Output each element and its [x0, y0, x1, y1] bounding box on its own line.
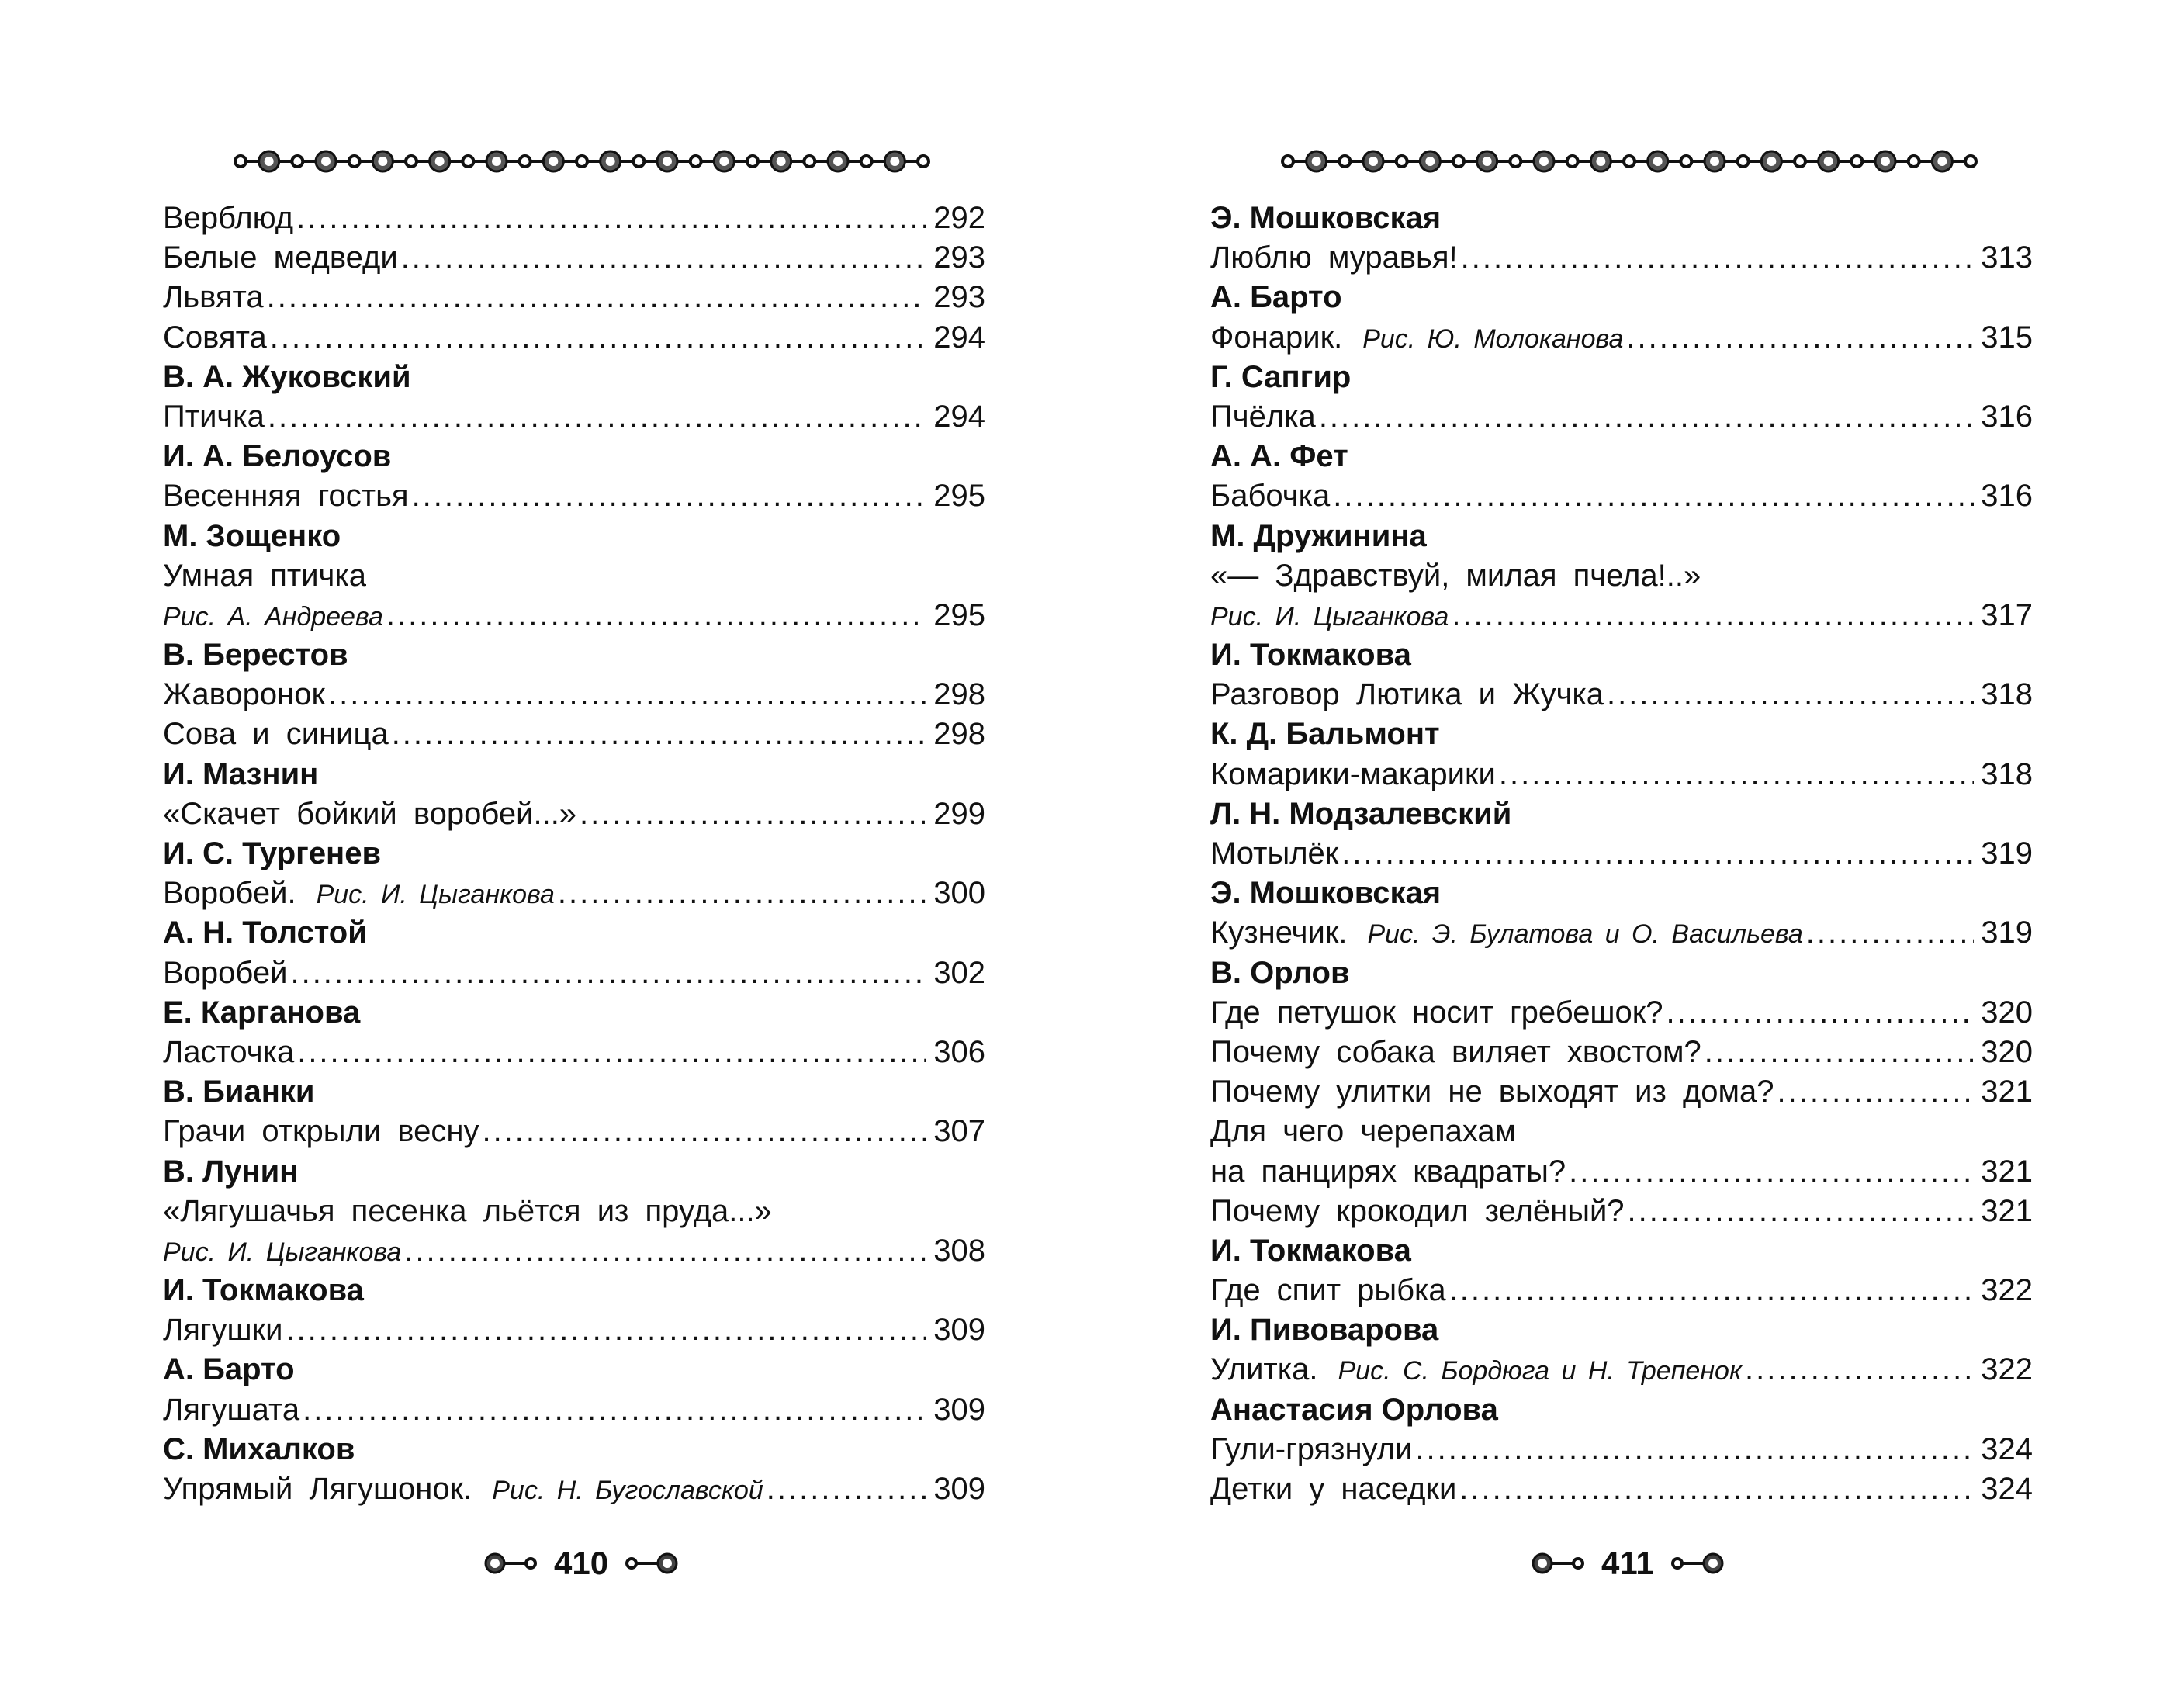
entry-page-number: 319	[1981, 915, 2033, 950]
entry-title: Где петушок носит гребешок?	[1210, 995, 1663, 1030]
toc-entry	[163, 1033, 985, 1072]
author-name: Г. Сапгир	[1210, 359, 1352, 394]
entry-page-number: 309	[933, 1472, 985, 1506]
author-name: Анастасия Орлова	[1210, 1392, 1498, 1427]
author-heading	[1210, 199, 2033, 238]
entry-title: Лягушки	[163, 1313, 283, 1348]
author-heading	[163, 1430, 985, 1469]
dot-leader	[1449, 1271, 1974, 1310]
toc-entry	[1210, 238, 2033, 278]
entry-title: Умная птичка	[163, 558, 367, 593]
entry-page-number: 321	[1981, 1154, 2033, 1189]
author-name: В. Лунин	[163, 1154, 299, 1189]
entry-title: Где спит рыбка	[1210, 1273, 1446, 1308]
toc-entry	[1210, 755, 2033, 794]
entry-title: Разговор Лютика и Жучка	[1210, 677, 1604, 712]
entry-page-number: 317	[1981, 597, 2033, 632]
entry-page-number: 309	[933, 1392, 985, 1427]
entry-title: Весенняя гостья	[163, 479, 409, 514]
entry-page-number: 318	[1981, 677, 2033, 712]
chain-ornament-icon	[1665, 1548, 1727, 1579]
entry-page-number: 318	[1981, 756, 2033, 791]
entry-title: Верблюд	[163, 201, 294, 235]
toc-entry	[163, 1310, 985, 1350]
page-number: 410	[554, 1545, 609, 1581]
entry-page-number: 294	[933, 399, 985, 434]
entry-page-number: 316	[1981, 479, 2033, 514]
entry-page-number: 292	[933, 201, 985, 235]
illustrator-credit: Рис. И. Цыганкова	[163, 1237, 402, 1267]
dot-leader	[290, 954, 926, 993]
dot-leader	[268, 397, 926, 437]
toc-entry	[1210, 596, 2033, 635]
dot-leader	[1333, 476, 1974, 516]
toc-entry	[1210, 1350, 2033, 1390]
entry-title: «Скачет бойкий воробей...»	[163, 796, 577, 831]
dot-leader	[1626, 318, 1974, 358]
author-heading	[1210, 278, 2033, 317]
entry-page-number: 313	[1981, 241, 2033, 275]
entry-page-number: 315	[1981, 320, 2033, 355]
dot-leader	[1341, 834, 1974, 874]
author-name: И. Пивоварова	[1210, 1313, 1439, 1348]
entry-title: Комарики-макарики	[1210, 756, 1496, 791]
toc-entry	[163, 1112, 985, 1151]
entry-title: Сова и синица	[163, 717, 389, 752]
dot-leader	[1459, 1469, 1974, 1509]
entry-title: Лягушата	[163, 1392, 300, 1427]
author-name: М. Дружинина	[1210, 518, 1427, 553]
dot-leader	[303, 1390, 926, 1430]
right-page	[1086, 0, 2184, 1696]
entry-page-number: 300	[933, 876, 985, 911]
entry-page-number: 299	[933, 796, 985, 831]
dot-leader	[401, 238, 926, 278]
dot-leader	[386, 596, 926, 635]
entry-page-number: 298	[933, 677, 985, 712]
dot-leader	[328, 675, 926, 715]
toc-entry	[163, 1390, 985, 1430]
author-heading	[1210, 635, 2033, 675]
toc-entry	[1210, 834, 2033, 874]
entry-page-number: 316	[1981, 399, 2033, 434]
entry-page-number: 295	[933, 597, 985, 632]
author-name: И. Токмакова	[1210, 1233, 1411, 1268]
entry-page-number: 320	[1981, 1034, 2033, 1069]
dot-leader	[1461, 238, 1974, 278]
chain-ornament-top	[233, 147, 931, 175]
dot-leader	[392, 715, 926, 754]
toc-entry-title-line	[1210, 556, 2033, 596]
dot-leader	[404, 1231, 926, 1271]
entry-title: Воробей	[163, 955, 288, 990]
chain-ornament-icon	[619, 1548, 681, 1579]
entry-title: Птичка	[163, 399, 265, 434]
author-heading	[163, 1152, 985, 1192]
author-heading	[163, 1350, 985, 1390]
dot-leader	[270, 318, 926, 358]
entry-title: Грачи открыли весну	[163, 1114, 479, 1149]
left-page	[0, 0, 1086, 1696]
author-heading	[163, 755, 985, 794]
entry-page-number: 294	[933, 320, 985, 355]
entry-title: Жаворонок	[163, 677, 326, 712]
entry-title: Кузнечик.	[1210, 915, 1348, 950]
author-heading	[1210, 1231, 2033, 1271]
toc-entry	[1210, 993, 2033, 1033]
entry-page-number: 308	[933, 1233, 985, 1268]
illustrator-credit: Рис. И. Цыганкова	[316, 880, 555, 910]
illustrator-credit: Рис. Н. Бугославской	[492, 1476, 763, 1505]
toc-entry	[1210, 1033, 2033, 1072]
dot-leader	[1499, 755, 1974, 794]
dot-leader	[297, 1033, 926, 1072]
author-name: А. Барто	[1210, 280, 1342, 315]
toc-entry	[1210, 1152, 2033, 1192]
author-name: А. Барто	[163, 1352, 295, 1387]
author-heading	[1210, 1390, 2033, 1430]
entry-title: Почему крокодил зелёный?	[1210, 1193, 1625, 1228]
dot-leader	[1415, 1430, 1974, 1469]
author-heading	[163, 913, 985, 953]
author-heading	[163, 1072, 985, 1112]
dot-leader	[296, 199, 926, 238]
author-name: С. Михалков	[163, 1431, 355, 1466]
author-name: И. Мазнин	[163, 756, 319, 791]
page-number-footer	[481, 1544, 681, 1583]
toc-entry	[163, 675, 985, 715]
toc-entry	[163, 794, 985, 834]
dot-leader	[1705, 1033, 1974, 1072]
entry-page-number: 324	[1981, 1472, 2033, 1506]
entry-page-number: 293	[933, 241, 985, 275]
author-heading	[1210, 794, 2033, 834]
toc-entry	[163, 238, 985, 278]
dot-leader	[482, 1112, 926, 1151]
toc-entry	[163, 1231, 985, 1271]
entry-title: Совята	[163, 320, 267, 355]
toc-entry	[163, 397, 985, 437]
entry-title: Пчёлка	[1210, 399, 1316, 434]
author-heading	[1210, 358, 2033, 397]
dot-leader	[267, 278, 926, 317]
dot-leader	[1319, 397, 1974, 437]
toc-entry-title-line	[163, 1192, 985, 1231]
chain-ornament-icon	[1528, 1548, 1590, 1579]
table-of-contents	[1210, 199, 2033, 1509]
dot-leader	[580, 794, 926, 834]
entry-page-number: 295	[933, 479, 985, 514]
entry-page-number: 298	[933, 717, 985, 752]
entry-page-number: 307	[933, 1114, 985, 1149]
dot-leader	[1806, 913, 1974, 953]
toc-entry	[163, 476, 985, 516]
dot-leader	[767, 1469, 926, 1509]
author-heading	[1210, 437, 2033, 476]
page-number-footer	[1528, 1544, 1727, 1583]
page-number: 411	[1601, 1545, 1654, 1581]
author-name: В. Орлов	[1210, 955, 1350, 990]
toc-entry	[163, 318, 985, 358]
entry-page-number: 293	[933, 280, 985, 315]
author-name: В. Берестов	[163, 638, 348, 673]
entry-page-number: 309	[933, 1313, 985, 1348]
entry-page-number: 324	[1981, 1431, 2033, 1466]
entry-title: Гули-грязнули	[1210, 1431, 1413, 1466]
toc-entry	[1210, 318, 2033, 358]
entry-title: «Лягушачья песенка льётся из пруда...»	[163, 1193, 772, 1228]
author-heading	[163, 834, 985, 874]
illustrator-credit: Рис. А. Андреева	[163, 601, 383, 632]
dot-leader	[412, 476, 926, 516]
entry-title: Ласточка	[163, 1034, 295, 1069]
dot-leader	[286, 1310, 926, 1350]
chain-ornament-top	[1280, 147, 1978, 175]
author-name: Л. Н. Модзалевский	[1210, 796, 1512, 831]
toc-entry	[1210, 1072, 2033, 1112]
entry-title: Детки у наседки	[1210, 1472, 1457, 1506]
entry-title: Почему собака виляет хвостом?	[1210, 1034, 1701, 1069]
dot-leader	[1777, 1072, 1974, 1112]
toc-entry	[163, 874, 985, 913]
author-heading	[163, 517, 985, 556]
author-name: Э. Мошковская	[1210, 876, 1442, 911]
author-heading	[1210, 715, 2033, 754]
entry-title: Почему улитки не выходят из дома?	[1210, 1075, 1774, 1109]
author-name: И. С. Тургенев	[163, 836, 382, 870]
entry-title: на панцирях квадраты?	[1210, 1154, 1566, 1189]
author-heading	[1210, 954, 2033, 993]
entry-page-number: 319	[1981, 836, 2033, 870]
entry-page-number: 302	[933, 955, 985, 990]
toc-entry	[163, 1469, 985, 1509]
dot-leader	[1569, 1152, 1974, 1192]
author-name: Э. Мошковская	[1210, 201, 1442, 235]
entry-title: Белые медведи	[163, 241, 398, 275]
toc-entry	[1210, 1430, 2033, 1469]
author-name: М. Зощенко	[163, 518, 341, 553]
author-name: И. А. Белоусов	[163, 439, 392, 474]
entry-title: Львята	[163, 280, 264, 315]
entry-title: Для чего черепахам	[1210, 1114, 1517, 1149]
author-heading	[163, 993, 985, 1033]
toc-entry	[1210, 913, 2033, 953]
toc-entry-title-line	[163, 556, 985, 596]
author-name: К. Д. Бальмонт	[1210, 717, 1440, 752]
author-name: А. Н. Толстой	[163, 915, 367, 950]
author-heading	[163, 1271, 985, 1310]
entry-page-number: 306	[933, 1034, 985, 1069]
entry-page-number: 322	[1981, 1273, 2033, 1308]
toc-entry	[163, 715, 985, 754]
toc-entry	[1210, 476, 2033, 516]
toc-entry	[163, 199, 985, 238]
entry-title: Упрямый Лягушонок.	[163, 1472, 472, 1506]
entry-title: Бабочка	[1210, 479, 1331, 514]
author-heading	[1210, 517, 2033, 556]
toc-entry	[163, 596, 985, 635]
author-heading	[1210, 1310, 2033, 1350]
dot-leader	[1628, 1192, 1974, 1231]
toc-entry-title-line	[1210, 1112, 2033, 1151]
entry-title: Улитка.	[1210, 1352, 1318, 1387]
author-heading	[163, 358, 985, 397]
illustrator-credit: Рис. Ю. Молоканова	[1362, 324, 1624, 354]
toc-entry	[1210, 1469, 2033, 1509]
author-name: А. А. Фет	[1210, 439, 1348, 474]
entry-page-number: 322	[1981, 1352, 2033, 1387]
entry-title: Люблю муравья!	[1210, 241, 1458, 275]
author-heading	[163, 635, 985, 675]
entry-title: «— Здравствуй, милая пчела!..»	[1210, 558, 1701, 593]
entry-page-number: 321	[1981, 1075, 2033, 1109]
author-name: В. А. Жуковский	[163, 359, 411, 394]
entry-title: Мотылёк	[1210, 836, 1339, 870]
entry-page-number: 320	[1981, 995, 2033, 1030]
toc-entry	[1210, 1271, 2033, 1310]
entry-title: Воробей.	[163, 876, 296, 911]
illustrator-credit: Рис. С. Бордюга и Н. Трепенок	[1338, 1356, 1743, 1386]
author-name: И. Токмакова	[163, 1273, 364, 1308]
dot-leader	[1745, 1350, 1974, 1390]
toc-entry	[163, 278, 985, 317]
illustrator-credit: Рис. Э. Булатова и О. Васильева	[1367, 919, 1803, 950]
illustrator-credit: Рис. И. Цыганкова	[1210, 601, 1449, 632]
toc-entry	[163, 954, 985, 993]
dot-leader	[1452, 596, 1974, 635]
author-name: Е. Карганова	[163, 995, 361, 1030]
chain-ornament-icon	[481, 1548, 543, 1579]
author-heading	[163, 437, 985, 476]
author-name: В. Бианки	[163, 1075, 315, 1109]
toc-entry	[1210, 675, 2033, 715]
entry-page-number: 321	[1981, 1193, 2033, 1228]
entry-title: Фонарик.	[1210, 320, 1343, 355]
toc-entry	[1210, 1192, 2033, 1231]
dot-leader	[1607, 675, 1974, 715]
author-heading	[1210, 874, 2033, 913]
table-of-contents	[163, 199, 985, 1509]
dot-leader	[558, 874, 926, 913]
author-name: И. Токмакова	[1210, 638, 1411, 673]
toc-entry	[1210, 397, 2033, 437]
dot-leader	[1667, 993, 1974, 1033]
